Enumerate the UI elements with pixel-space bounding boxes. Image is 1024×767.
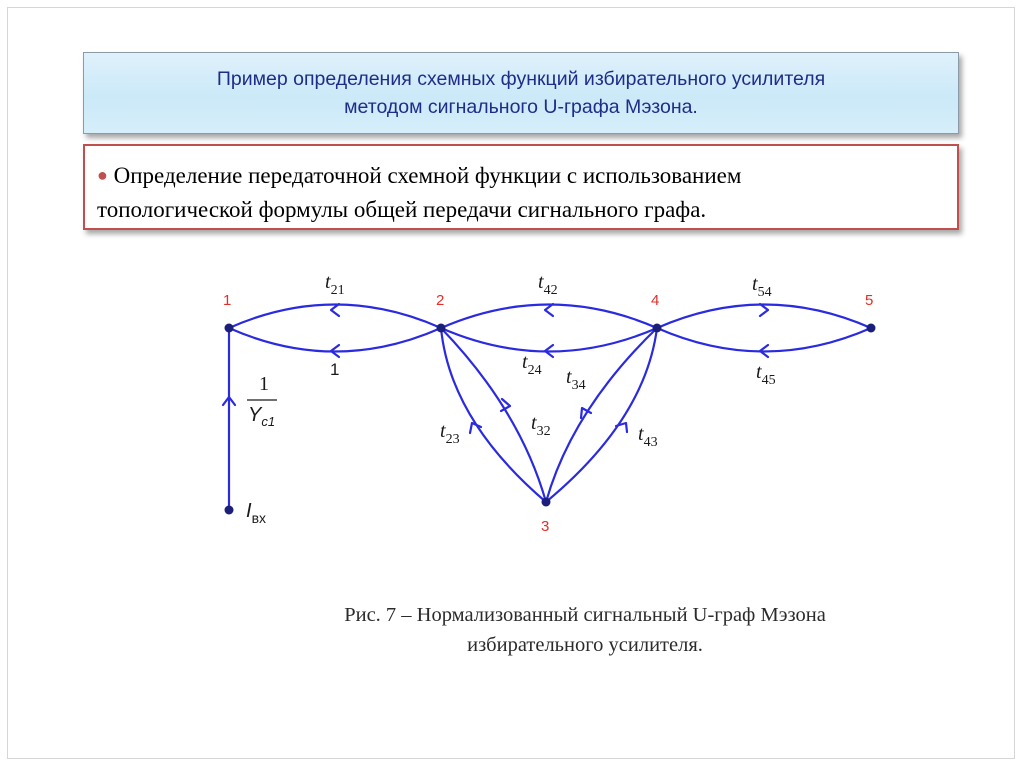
edge-label-input-denominator: $Y_{c1}$ bbox=[248, 404, 276, 429]
bullet-dot-icon: ● bbox=[97, 165, 108, 185]
node-label-input: $I_{вх}$ bbox=[246, 500, 266, 526]
edge-label-t21: $t_{21}$ bbox=[325, 271, 345, 298]
node-label-4: 4 bbox=[651, 292, 660, 309]
edge-label-1: 1 bbox=[330, 360, 340, 379]
figure-caption bbox=[260, 600, 910, 660]
caption-line-1: Рис. 7 – Нормализованный сигнальный U-граф Мэзона bbox=[344, 604, 826, 626]
node-label-3: 3 bbox=[541, 518, 550, 535]
node-label-1: 1 bbox=[223, 292, 232, 309]
arrow-2-4-top-icon bbox=[545, 304, 553, 316]
edge-4-3-inner bbox=[546, 328, 657, 502]
caption-line-2: избирательного усилителя. bbox=[467, 634, 703, 656]
node-5 bbox=[867, 324, 876, 333]
edge-label-t34: $t_{34}$ bbox=[566, 366, 586, 393]
node-2 bbox=[437, 324, 446, 333]
arrow-1-2-top-icon bbox=[331, 304, 339, 316]
edge-label-t24: $t_{24}$ bbox=[522, 351, 542, 378]
node-label-5: 5 bbox=[865, 292, 874, 309]
edge-label-t32: $t_{32}$ bbox=[531, 412, 551, 439]
node-label-2: 2 bbox=[436, 292, 445, 309]
edge-label-t54: $t_{54}$ bbox=[752, 273, 772, 300]
edge-4-3-outer bbox=[546, 328, 657, 502]
edge-label-t45: $t_{45}$ bbox=[756, 361, 776, 388]
edge-label-t23: $t_{23}$ bbox=[440, 420, 460, 447]
edge-label-t42: $t_{42}$ bbox=[538, 271, 558, 298]
edge-label-t43: $t_{43}$ bbox=[638, 423, 658, 450]
bullet-line-2: топологической формулы общей передачи сигнального графа. bbox=[97, 197, 707, 222]
node-4 bbox=[653, 324, 662, 333]
title-line-2: методом сигнального U-графа Мэзона. bbox=[344, 96, 698, 118]
bullet-text-1: Определение передаточной схемной функции с использованием bbox=[113, 163, 742, 188]
edge-label-input bbox=[247, 373, 277, 429]
node-3 bbox=[542, 498, 551, 507]
arrow-4-5-top-icon bbox=[760, 304, 768, 316]
node-1 bbox=[225, 324, 234, 333]
edge-label-input-numerator: 1 bbox=[259, 373, 269, 395]
node-in bbox=[225, 506, 234, 515]
title-line-1: Пример определения схемных функций избирательного усилителя bbox=[216, 68, 826, 90]
